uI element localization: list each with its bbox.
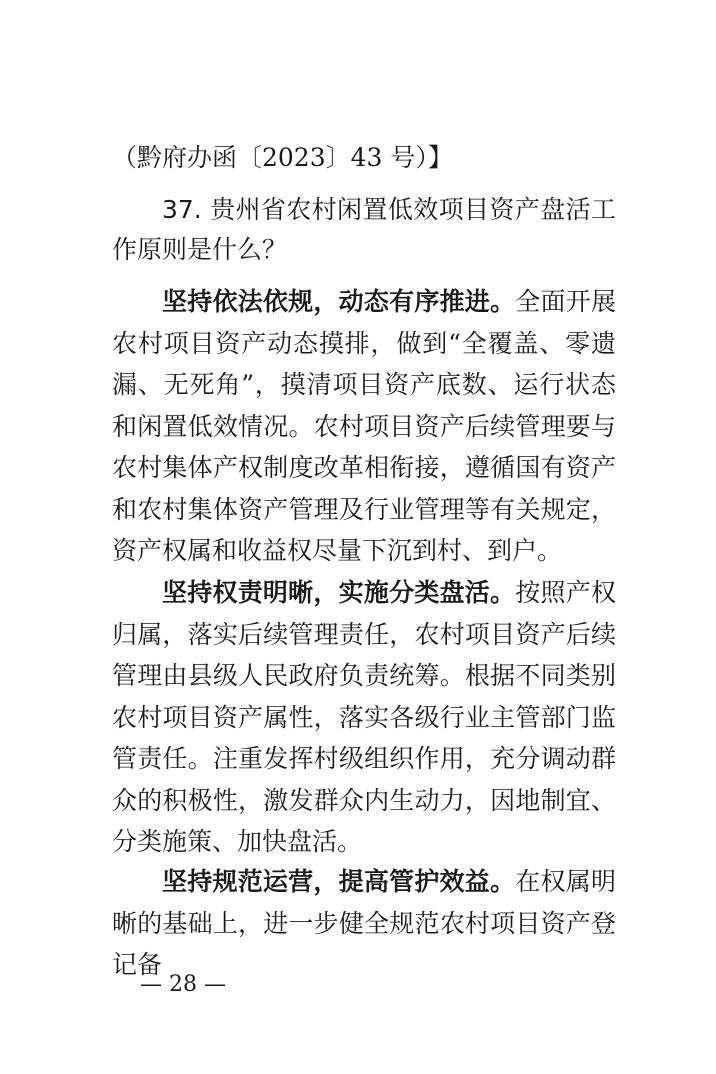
paragraph-lawful-orderly — [112, 281, 616, 572]
paragraph-lead: 坚持权责明晰，实施分类盘活。 — [162, 578, 516, 607]
paragraph-clear-responsibility — [112, 572, 616, 863]
page-number: — 28 — — [140, 972, 226, 997]
paragraph-body: 按照产权归属，落实后续管理责任，农村项目资产后续管理由县级人民政府负责统筹。根据不同类别农村项目资产属性，落实各级行业主管部门监管责任。注重发挥村级组织作用，充分调动群众的积极性，激发群众内生动力，因地制宜、分类施策、加快盘活。 — [112, 578, 616, 856]
paragraph-body: 全面开展农村项目资产动态摸排，做到“全覆盖、零遗漏、无死角”，摸清项目资产底数、运行状态和闲置低效情况。农村项目资产后续管理要与农村集体产权制度改革相衔接，遵循国有资产和农村集体资产管理及行业管理等有关规定，资产权属和收益权尽量下沉到村、到户。 — [112, 287, 616, 565]
question-heading: 37. 贵州省农村闲置低效项目资产盘活工作原则是什么？ — [112, 195, 616, 264]
paragraph-standardized-operation — [112, 861, 616, 986]
citation-reference: （黔府办函〔2023〕43 号）】 — [112, 143, 453, 172]
paragraph-body: 在权属明晰的基础上，进一步健全规范农村项目资产登记备 — [112, 867, 616, 979]
paragraph-lead: 坚持依法依规，动态有序推进。 — [162, 287, 516, 316]
paragraph-lead: 坚持规范运营，提高管护效益。 — [162, 867, 516, 896]
